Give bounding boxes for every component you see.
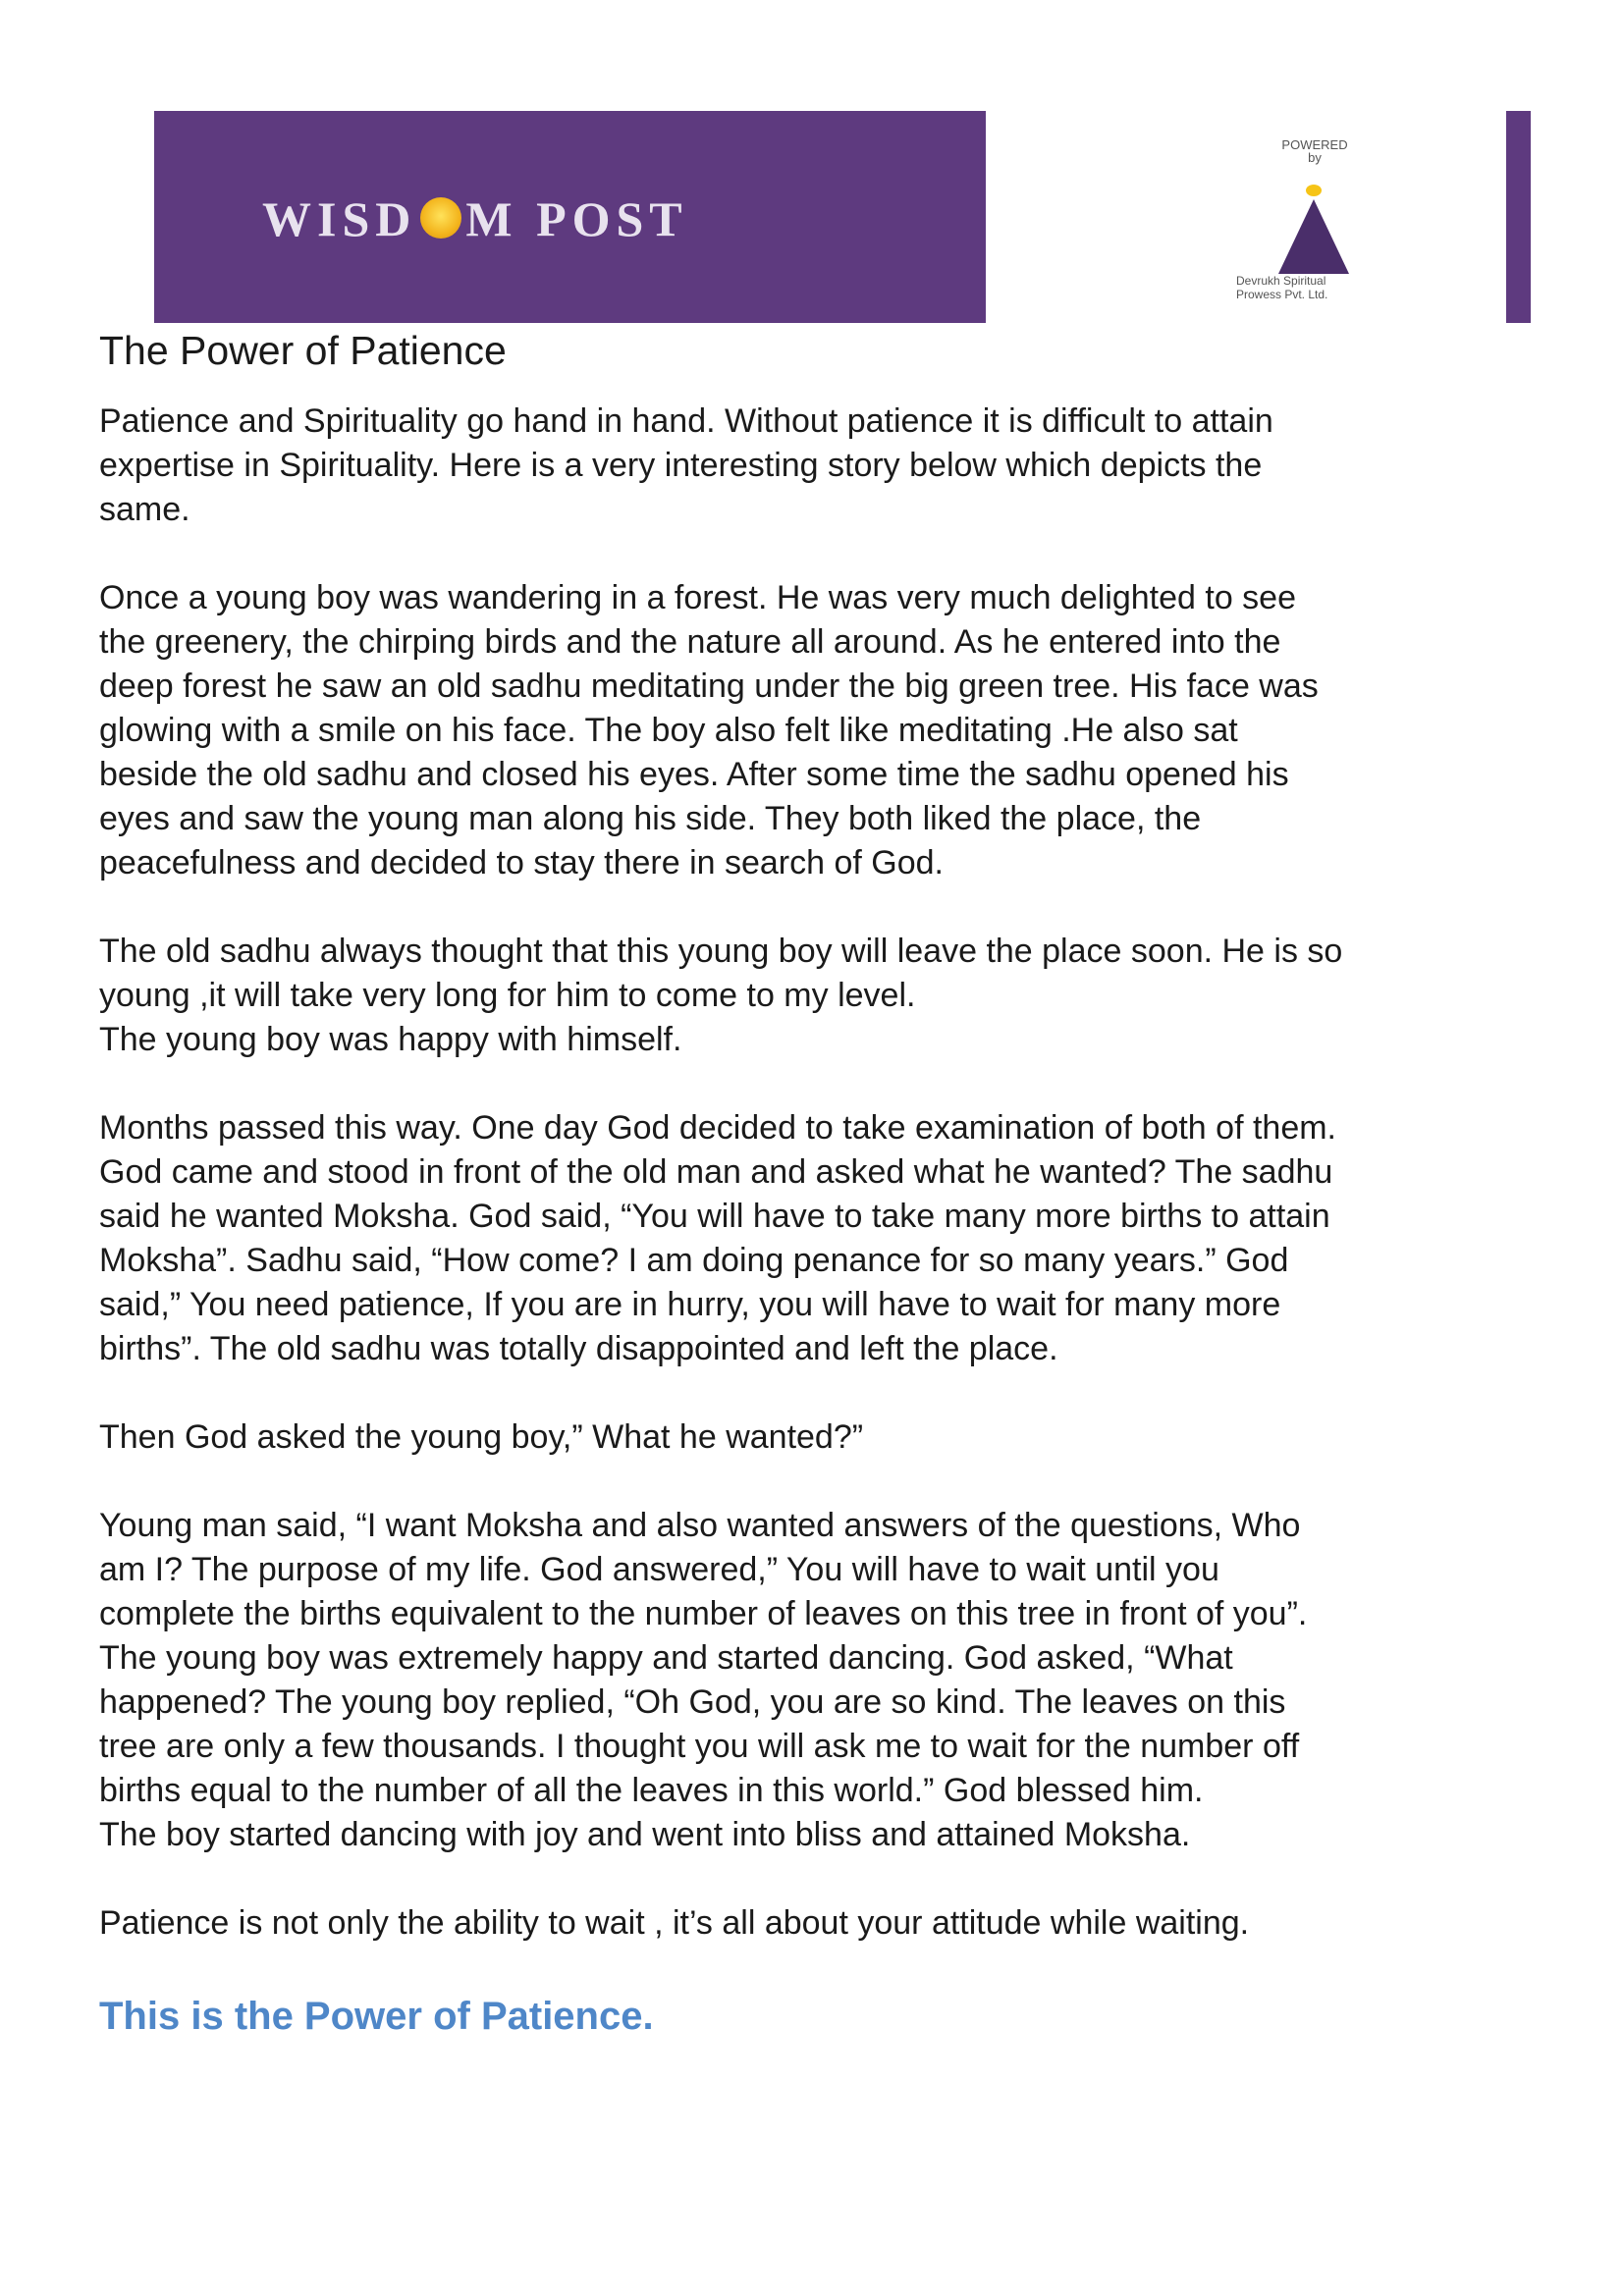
paragraph-line: the greenery, the chirping birds and the nature all around. As he entered into the <box>99 623 1281 661</box>
paragraph-line: happened? The young boy replied, “Oh God, you are so kind. The leaves on this <box>99 1683 1286 1721</box>
paragraph-line: births equal to the number of all the leaves in this world.” God blessed him. <box>99 1772 1204 1809</box>
article-paragraph <box>99 930 1542 1062</box>
article <box>99 320 1542 2043</box>
sun-icon <box>420 197 461 239</box>
paragraph-line: Patience and Spirituality go hand in hand. Without patience it is difficult to attain <box>99 402 1273 440</box>
paragraph-line: Patience is not only the ability to wait , it’s all about your attitude while waiting. <box>99 1904 1250 1942</box>
company-name-line-2: Prowess Pvt. Ltd. <box>1236 288 1328 301</box>
pyramid-icon <box>1278 199 1349 274</box>
paragraph-line: Then God asked the young boy,” What he wanted?” <box>99 1418 864 1456</box>
brand-logo-block <box>154 111 986 323</box>
company-name <box>1226 274 1413 301</box>
paragraph-line: The old sadhu always thought that this young boy will leave the place soon. He is so <box>99 933 1343 970</box>
powered-by-line-2: by <box>1308 150 1322 165</box>
paragraph-line: Young man said, “I want Moksha and also wanted answers of the questions, Who <box>99 1507 1301 1544</box>
paragraph-line: said,” You need patience, If you are in hurry, you will have to wait for many more <box>99 1286 1281 1323</box>
article-paragraph <box>99 1901 1542 1946</box>
article-paragraph <box>99 576 1542 885</box>
paragraph-line: tree are only a few thousands. I thought you will ask me to wait for the number off <box>99 1728 1300 1765</box>
article-paragraph <box>99 1106 1542 1371</box>
paragraph-line: The young boy was extremely happy and started dancing. God asked, “What <box>99 1639 1233 1677</box>
powered-by-line-1: POWERED <box>1281 137 1348 152</box>
brand-logo-text-left: WISD <box>262 191 417 246</box>
article-paragraph <box>99 1504 1542 1857</box>
pyramid-top-dot-icon <box>1306 185 1322 196</box>
paragraph-line: deep forest he saw an old sadhu meditating under the big green tree. His face was <box>99 667 1319 705</box>
paragraph-line: eyes and saw the young man along his side. They both liked the place, the <box>99 800 1202 837</box>
article-body <box>99 400 1542 1946</box>
paragraph-line: The boy started dancing with joy and went into bliss and attained Moksha. <box>99 1816 1191 1853</box>
paragraph-line: complete the births equivalent to the number of leaves on this tree in front of you”. <box>99 1595 1308 1632</box>
paragraph-line: Months passed this way. One day God decided to take examination of both of them. <box>99 1109 1336 1147</box>
banner-accent-bar <box>1506 111 1531 323</box>
article-paragraph <box>99 400 1542 532</box>
article-paragraph <box>99 1415 1542 1460</box>
paragraph-line: am I? The purpose of my life. God answered,” You will have to wait until you <box>99 1551 1219 1588</box>
paragraph-line: expertise in Spirituality. Here is a very interesting story below which depicts the <box>99 447 1263 484</box>
closing-statement: This is the Power of Patience. <box>99 1995 654 2038</box>
brand-logo-text-right: M POST <box>465 191 688 246</box>
paragraph-line: young ,it will take very long for him to come to my level. <box>99 977 916 1014</box>
paragraph-line: Moksha”. Sadhu said, “How come? I am doing penance for so many years.” God <box>99 1242 1289 1279</box>
header-banner <box>154 111 1377 323</box>
paragraph-line: peacefulness and decided to stay there in search of God. <box>99 844 944 881</box>
paragraph-line: births”. The old sadhu was totally disappointed and left the place. <box>99 1330 1058 1367</box>
paragraph-line: glowing with a smile on his face. The boy also felt like meditating .He also sat <box>99 712 1238 749</box>
paragraph-line: same. <box>99 491 190 528</box>
paragraph-line: Once a young boy was wandering in a forest. He was very much delighted to see <box>99 579 1297 616</box>
paragraph-line: God came and stood in front of the old man and asked what he wanted? The sadhu <box>99 1153 1333 1191</box>
paragraph-line: beside the old sadhu and closed his eyes. After some time the sadhu opened his <box>99 756 1289 793</box>
article-title: The Power of Patience <box>99 328 507 373</box>
powered-by-label <box>1251 138 1379 164</box>
brand-logo <box>262 189 688 248</box>
powered-by-block <box>986 111 1377 323</box>
paragraph-line: The young boy was happy with himself. <box>99 1021 682 1058</box>
company-name-line-1: Devrukh Spiritual <box>1236 274 1326 288</box>
paragraph-line: said he wanted Moksha. God said, “You will have to take many more births to attain <box>99 1198 1330 1235</box>
